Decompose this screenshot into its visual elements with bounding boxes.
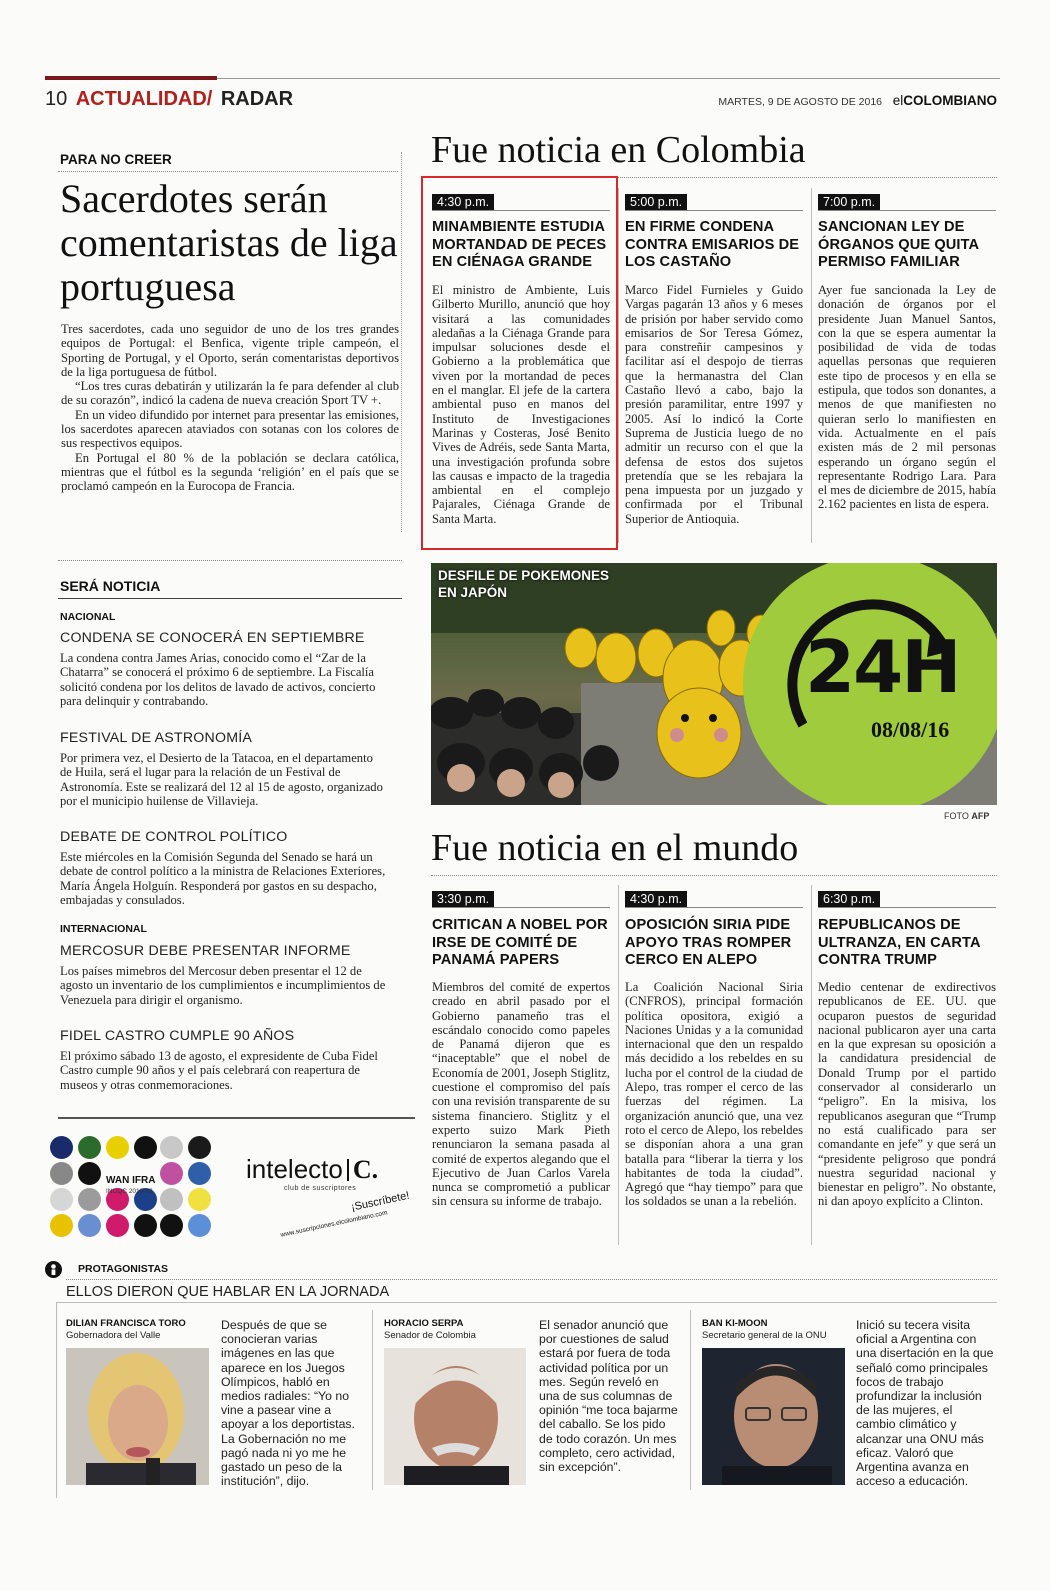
badge-24h [743, 563, 997, 805]
wan-ifra-dot [50, 1136, 73, 1159]
sera-item-4-body: Los países mimebros del Mercosur deben presentar el 12 de agosto un inventario de los cumplimientos e incumplimientos de Venezuela para dirigir el organismo. [60, 964, 386, 1007]
wan-ifra-dot [188, 1136, 211, 1159]
person-3-role: Secretario general de la ONU [702, 1330, 827, 1341]
person-1-text: Después de que se conocieran varias imágenes en las que aparece en los Juegos Olímpicos, habló en medios radiales: “Yo no vine a pasear vine a apoyar a los deportistas. La Gobernación no me pagó nada ni yo me he gastado un peso de la institución”, dijo. [221, 1318, 355, 1489]
badge-date: 08/08/16 [871, 717, 950, 742]
para-no-creer-p3: En un video difundido por internet para presentar las emisiones, los sacerdotes aparecen ataviados con sotanas con los colores de sus respectivos equipos. [61, 407, 399, 451]
wan-ifra-dot [160, 1162, 183, 1185]
wan-ifra-dot [160, 1188, 183, 1211]
wan-ifra-dot [50, 1162, 73, 1185]
mundo-story-1-headline: CRITICAN A NOBEL POR IRSE DE COMITÉ DE PANAMÁ PAPERS [432, 917, 608, 968]
wan-ifra-dot [50, 1214, 73, 1237]
mundo-title-rule [431, 875, 997, 876]
suscribete-url[interactable]: www.suscripciones.elcolombiano.com [280, 1209, 389, 1239]
mundo-story-3-headline: REPUBLICANOS DE ULTRANZA, EN CARTA CONTRA TRUMP [818, 917, 981, 968]
protagonistas-kicker: PROTAGONISTAS [78, 1263, 169, 1275]
person-2-role: Senador de Colombia [384, 1330, 476, 1341]
wan-ifra-dot [106, 1136, 129, 1159]
person-2-portrait [384, 1348, 526, 1485]
person-3-text: Inició su tecera visita oficial a Argentina con una disertación en la que señaló como principales focos de trabajo profundizar la inclusión de las mujeres, el cambio climático y alcanzar una ONU más eficaz. Valoró que Argentina avanza en acceso a educación. [856, 1318, 994, 1489]
para-no-creer-p4: En Portugal el 80 % de la población se declara católica, mientras que el fútbol es la segunda ‘religión’ en el país que se proclamó campeón en la Eurocopa de Francia. [61, 450, 399, 494]
para-no-creer-box [58, 152, 402, 532]
wan-ifra-dot [78, 1214, 101, 1237]
mundo-story-3-rule [818, 907, 996, 908]
colombia-story-2-time: 5:00 p.m. [625, 194, 687, 210]
sera-item-3-title: DEBATE DE CONTROL POLÍTICO [60, 829, 288, 845]
mundo-story-1-body: Miembros del comité de expertos creado en abril pasado por el Gobierno panameño tras el escándalo conocido como papeles de Panamá dijeron que es “inaceptable” que el nobel de Economía de 2001, Joseph Stiglitz, cuestione el compromiso del país con una revisión transparente de su sistema financiero. Stiglitz y el experto suizo Mark Pieth renunciaron la semana pasada al comité de expertos alegando que el Ejecutivo de Juan Carlos Varela nunca se comprometió a publicar sin censura su informe de trabajo. [432, 980, 610, 1209]
para-no-creer-p2: “Los tres curas debatirán y utilizarán la fe para defender al club de su corazón”, indicó la cadena de nueva creación Sport TV +. [61, 379, 399, 408]
colombia-col-divider-2 [811, 188, 812, 543]
protagonistas-icon [45, 1261, 62, 1278]
mundo-story-3-body: Medio centenar de exdirectivos republicanos de EE. UU. que ocuparon puestos de seguridad nacional publicaron ayer una carta en la que expresan su oposición a la candidatura presidencial de Donald Trump por el partido conservador al considerarlo un “peligro”. En la misiva, los republicanos aseguran que “Trump no está cualificado para ser comandante en jefe” y que será un “presidente peligroso que pondrá nuestra seguridad nacional y bienestar en peligro”. No obstante, ni dan apoyo explícito a Clinton. [818, 980, 996, 1209]
protagonistas-divider-2 [690, 1310, 691, 1490]
colombia-story-1-rule [432, 210, 610, 211]
sera-item-5-title: FIDEL CASTRO CUMPLE 90 AÑOS [60, 1028, 295, 1044]
sera-noticia-kicker-rule [58, 598, 402, 599]
sera-item-3-body: Este miércoles en la Comisión Segunda del Senado se hará un debate de control político a la ministra de Relaciones Exteriores, María Ángela Holguín. Responderá por gastos en su despacho, embajadas y consulados. [60, 850, 386, 907]
colombia-story-1-body: El ministro de Ambiente, Luis Gilberto Murillo, anunció que hoy visitará a las comunidades aledañas a la Ciénaga Grande para impulsar soluciones desde el Gobierno a la problemática que viven por la mortandad de peces en el manglar. El jefe de la cartera ambiental puso en manos del Instituto de Investigaciones Marinas y Costeras, José Benito Vives de Adréis, sede Santa Marta, una investigación profunda sobre las causas e impacto de la tragedia ambiental en el complejo Pajarales, Ciénaga Grande de Santa Marta. [432, 283, 610, 526]
protagonistas-title: ELLOS DIERON QUE HABLAR EN LA JORNADA [66, 1284, 390, 1300]
intelecto-sub: club de suscriptores [284, 1185, 357, 1192]
internacional-label: INTERNACIONAL [60, 923, 147, 935]
intelecto-c: C. [352, 1155, 379, 1184]
kicker-rule [58, 171, 398, 172]
intelecto-divider [347, 1159, 349, 1181]
colombia-story-1-headline: MINAMBIENTE ESTUDIA MORTANDAD DE PECES EN CIÉNAGA GRANDE [432, 219, 607, 270]
suscribete-label[interactable]: ¡Suscríbete! [350, 1189, 411, 1214]
intelecto-ad[interactable] [240, 1150, 420, 1250]
colombia-story-3-headline: SANCIONAN LEY DE ÓRGANOS QUE QUITA PERMISO FAMILIAR [818, 219, 979, 270]
colombia-story-3-body: Ayer fue sancionada la Ley de donación de órganos por el presidente Juan Manuel Santos, con la que se espera aumentar la posibilidad de vida de todas aquellas personas que requieren este tipo de procesos y en ella se estipula, que todos son donantes, a menos de que manifiesten no quieran serlo lo manifiesten en vida. Actualmente en el país existen más de 2 mil personas esperando un órgano según el representante Rodrigo Lara. Para el mes de diciembre de 2015, había 2.162 pacientes en lista de espera. [818, 283, 996, 512]
sera-item-4-title: MERCOSUR DEBE PRESENTAR INFORME [60, 943, 351, 959]
photo-caption: DESFILE DE POKEMONES EN JAPÓN [438, 568, 610, 600]
mundo-story-2-rule [625, 907, 803, 908]
para-no-creer-headline: Sacerdotes serán comentaristas de liga portuguesa [60, 176, 398, 309]
mundo-story-1-time: 3:30 p.m. [432, 891, 494, 907]
person-1-portrait [66, 1348, 209, 1485]
wan-ifra-dot [188, 1162, 211, 1185]
para-no-creer-p1: Tres sacerdotes, cada uno seguidor de uno de los tres grandes equipos de Portugal: el Benfica, vigente triple campeón, el Sporting de Portugal, y el Oporto, serán comentaristas deportivos de la liga portuguesa de fútbol. [61, 322, 399, 379]
person-1-photo [66, 1348, 209, 1485]
wan-ifra-dot [134, 1136, 157, 1159]
colombia-story-2-body: Marco Fidel Furnieles y Guido Vargas pagarán 13 años y 6 meses de prisión por haber servido como emisarios de Sor Teresa Gómez, para constreñir campesinos y facilitar así el despojo de tierras que la hermanastra del Clan Castaño llevó a cabo, bajo la presión paramilitar, entre 1997 y 2005. Así lo indicó la Corte Suprema de Justicia luego de no admitir un recurso con el que la defensa de estos dos sujetos pretendía que se les rebajara la pena impuesta por un juzgado y confirmada por el Tribunal Superior de Antioquia. [625, 283, 803, 526]
colombia-col-divider-1 [618, 188, 619, 543]
wan-ifra-sub: INCQC 2016-18 [106, 1188, 153, 1195]
wan-ifra-dot [78, 1136, 101, 1159]
protagonistas-frame-left [56, 1302, 57, 1498]
protagonistas-divider-1 [372, 1310, 373, 1490]
sera-noticia-box [58, 560, 402, 1110]
nacional-label: NACIONAL [60, 611, 116, 623]
intelecto-word: intelecto [246, 1154, 343, 1184]
mundo-story-2-body: La Coalición Nacional Siria (CNFROS), principal formación política opositora, exigió a Naciones Unidas y a la comunidad internacional que den un respaldo más decidido a los rebeldes en su lucha por el control de la ciudad de Alepo, tras romper el cerco de las fuerzas del régimen. La organización anunció que, una vez roto el cerco de Alepo, los rebeldes se disponían ahora a una gran batalla para “liberar la tierra y los habitantes de toda la ciudad”. Agregó que “hay tiempo” para que los soldados se unan a la rebelión. [625, 980, 803, 1209]
pokemon-photo [431, 563, 997, 805]
sera-noticia-top-rule [58, 560, 402, 561]
brand-prefix: el [892, 93, 904, 108]
person-3-name: BAN KI-MOON [702, 1318, 768, 1329]
photo-credit [944, 811, 989, 821]
intelecto-logo [246, 1154, 378, 1185]
person-2-name: HORACIO SERPA [384, 1318, 464, 1329]
sera-noticia-bottom-rule [58, 1117, 415, 1119]
wan-ifra-dot [78, 1188, 101, 1211]
wan-ifra-dot [160, 1136, 183, 1159]
sera-item-2-title: FESTIVAL DE ASTRONOMÍA [60, 730, 253, 746]
wan-ifra-label: WAN IFRA [106, 1175, 156, 1186]
para-no-creer-body [61, 322, 399, 494]
wan-ifra-dot [188, 1188, 211, 1211]
sera-item-1-body: La condena contra James Arias, conocido como el “Zar de la Chatarra” se conocerá el próximo 6 de septiembre. La Fiscalía solicitó condena por los delitos de lavado de activos, concierto para delinquir y contrabando. [60, 651, 376, 708]
section-name: ACTUALIDAD [75, 88, 207, 110]
header-date: MARTES, 9 DE AGOSTO DE 2016 [718, 96, 882, 108]
photo-credit-prefix: FOTO [944, 811, 969, 821]
brand-name: COLOMBIANO [903, 93, 997, 108]
person-icon [45, 1261, 62, 1278]
colombia-title: Fue noticia en Colombia [431, 129, 806, 171]
protagonistas-rule [66, 1279, 997, 1280]
para-no-creer-kicker: PARA NO CREER [60, 152, 172, 167]
wan-ifra-dot [50, 1188, 73, 1211]
badge-24h-text: 24H [805, 625, 960, 709]
colombia-story-3-rule [818, 210, 996, 211]
person-3-photo [702, 1348, 845, 1485]
subsection-name: RADAR [220, 88, 294, 110]
protagonistas-title-rule [56, 1302, 997, 1303]
wan-ifra-dot [188, 1214, 211, 1237]
person-1-role: Gobernadora del Valle [66, 1330, 161, 1341]
colombia-story-2-headline: EN FIRME CONDENA CONTRA EMISARIOS DE LOS CASTAÑO [625, 219, 800, 270]
person-2-photo [384, 1348, 526, 1485]
colombia-story-2-rule [625, 210, 803, 211]
colombia-story-3-time: 7:00 p.m. [818, 194, 880, 210]
section-slash: / [206, 88, 213, 110]
brand-logo [893, 93, 997, 108]
sera-noticia-kicker: SERÁ NOTICIA [60, 578, 161, 594]
header-accent-rule [45, 76, 217, 80]
wan-ifra-dot [78, 1162, 101, 1185]
mundo-col-divider-1 [618, 885, 619, 1245]
person-2-text: El senador anunció que por cuestiones de salud estará por fuera de toda actividad política por un mes. Según reveló en una de sus columnas de opinión “me toca bajarme del caballo. Se los pido de todo corazón. Un mes completo, cero actividad, sin excepción”. [539, 1318, 678, 1475]
wan-ifra-dot [106, 1214, 129, 1237]
mundo-story-3-time: 6:30 p.m. [818, 891, 880, 907]
mundo-col-divider-2 [811, 885, 812, 1245]
person-3-portrait [702, 1348, 845, 1485]
sera-item-5-body: El próximo sábado 13 de agosto, el expresidente de Cuba Fidel Castro cumple 90 años y el país celebrará con reapertura de museos y otras conmemoraciones. [60, 1049, 378, 1092]
mundo-story-2-headline: OPOSICIÓN SIRIA PIDE APOYO TRAS ROMPER CERCO EN ALEPO [625, 917, 792, 968]
header-bar [45, 88, 1000, 114]
mundo-story-1-rule [432, 907, 610, 908]
wan-ifra-dot [160, 1214, 183, 1237]
wan-ifra-badge [48, 1134, 218, 1246]
mundo-title: Fue noticia en el mundo [431, 827, 799, 869]
page-number: 10 [45, 88, 68, 110]
person-1-name: DILIAN FRANCISCA TORO [66, 1318, 186, 1329]
colombia-story-1-time: 4:30 p.m. [432, 194, 494, 210]
sera-item-2-body: Por primera vez, el Desierto de la Tatacoa, en el departamento de Huila, será el lugar para la relación de un Festival de Astronomía. Este se realizará del 12 al 15 de agosto, organizado por el municipio huilense de Villavieja. [60, 751, 383, 808]
photo-credit-agency: AFP [971, 811, 990, 821]
sera-item-1-title: CONDENA SE CONOCERÁ EN SEPTIEMBRE [60, 630, 365, 646]
mundo-story-2-time: 4:30 p.m. [625, 891, 687, 907]
wan-ifra-dot [134, 1214, 157, 1237]
